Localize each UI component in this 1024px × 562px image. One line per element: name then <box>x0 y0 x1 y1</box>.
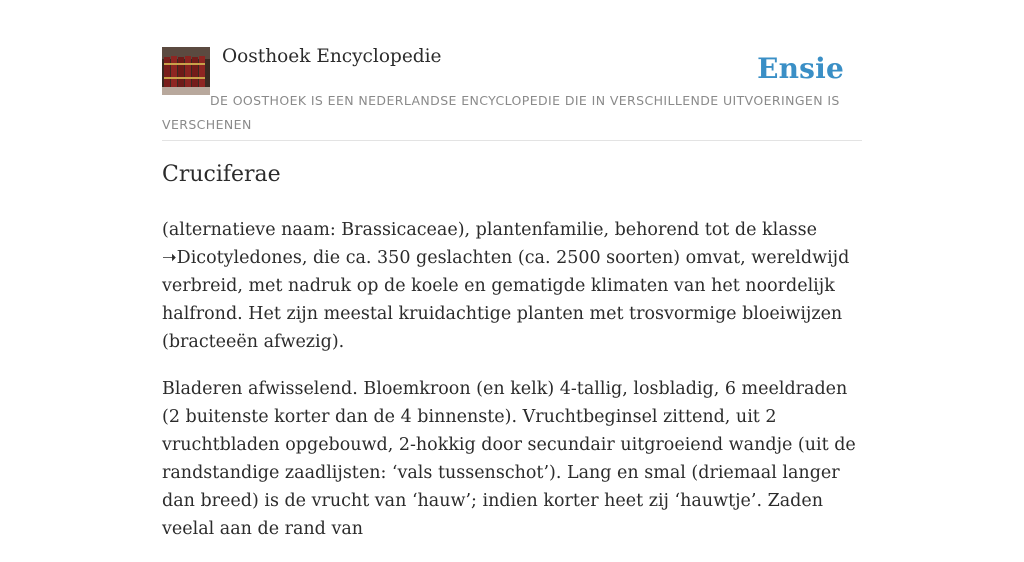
site-avatar[interactable] <box>162 47 210 95</box>
site-title[interactable]: Oosthoek Encyclopedie <box>222 46 442 67</box>
article-title: Cruciferae <box>162 162 281 187</box>
article-paragraph: (alternatieve naam: Brassicaceae), plantenfamilie, behorend tot de klasse ➝Dicotyledones, die ca. 350 geslachten (ca. 2500 soorten) omvat, wereldwijd verbreid, met nadruk op de koele en gematigde klimaten van het noordelijk halfrond. Het zijn meestal kruidachtige planten met trosvormige bloeiwijzen (bracteeën afwezig). <box>162 220 850 352</box>
encyclopedia-books-icon <box>162 47 210 95</box>
brand-logo-link[interactable]: Ensie <box>757 52 844 85</box>
article-body <box>162 216 862 562</box>
article-paragraph: Bladeren afwisselend. Bloemkroon (en kelk) 4-tallig, losbladig, 6 meeldraden (2 buitenste korter dan de 4 binnenste). Vruchtbeginsel zittend, uit 2 vruchtbladen opgebouwd, 2-hokkig door secundair uitgroeiend wandje (uit de randstandige zaadlijsten: ‘vals tussenschot’). Lang en smal (driemaal langer dan breed) is de vrucht van ‘hauw’; indien korter heet zij ‘hauwtje’. Zaden veelal aan de rand van <box>162 379 856 539</box>
page <box>162 0 862 539</box>
site-header <box>162 0 862 141</box>
site-tagline: DE OOSTHOEK IS EEN NEDERLANDSE ENCYCLOPEDIE DIE IN VERSCHILLENDE UITVOERINGEN IS VERSCHENEN <box>162 93 840 132</box>
